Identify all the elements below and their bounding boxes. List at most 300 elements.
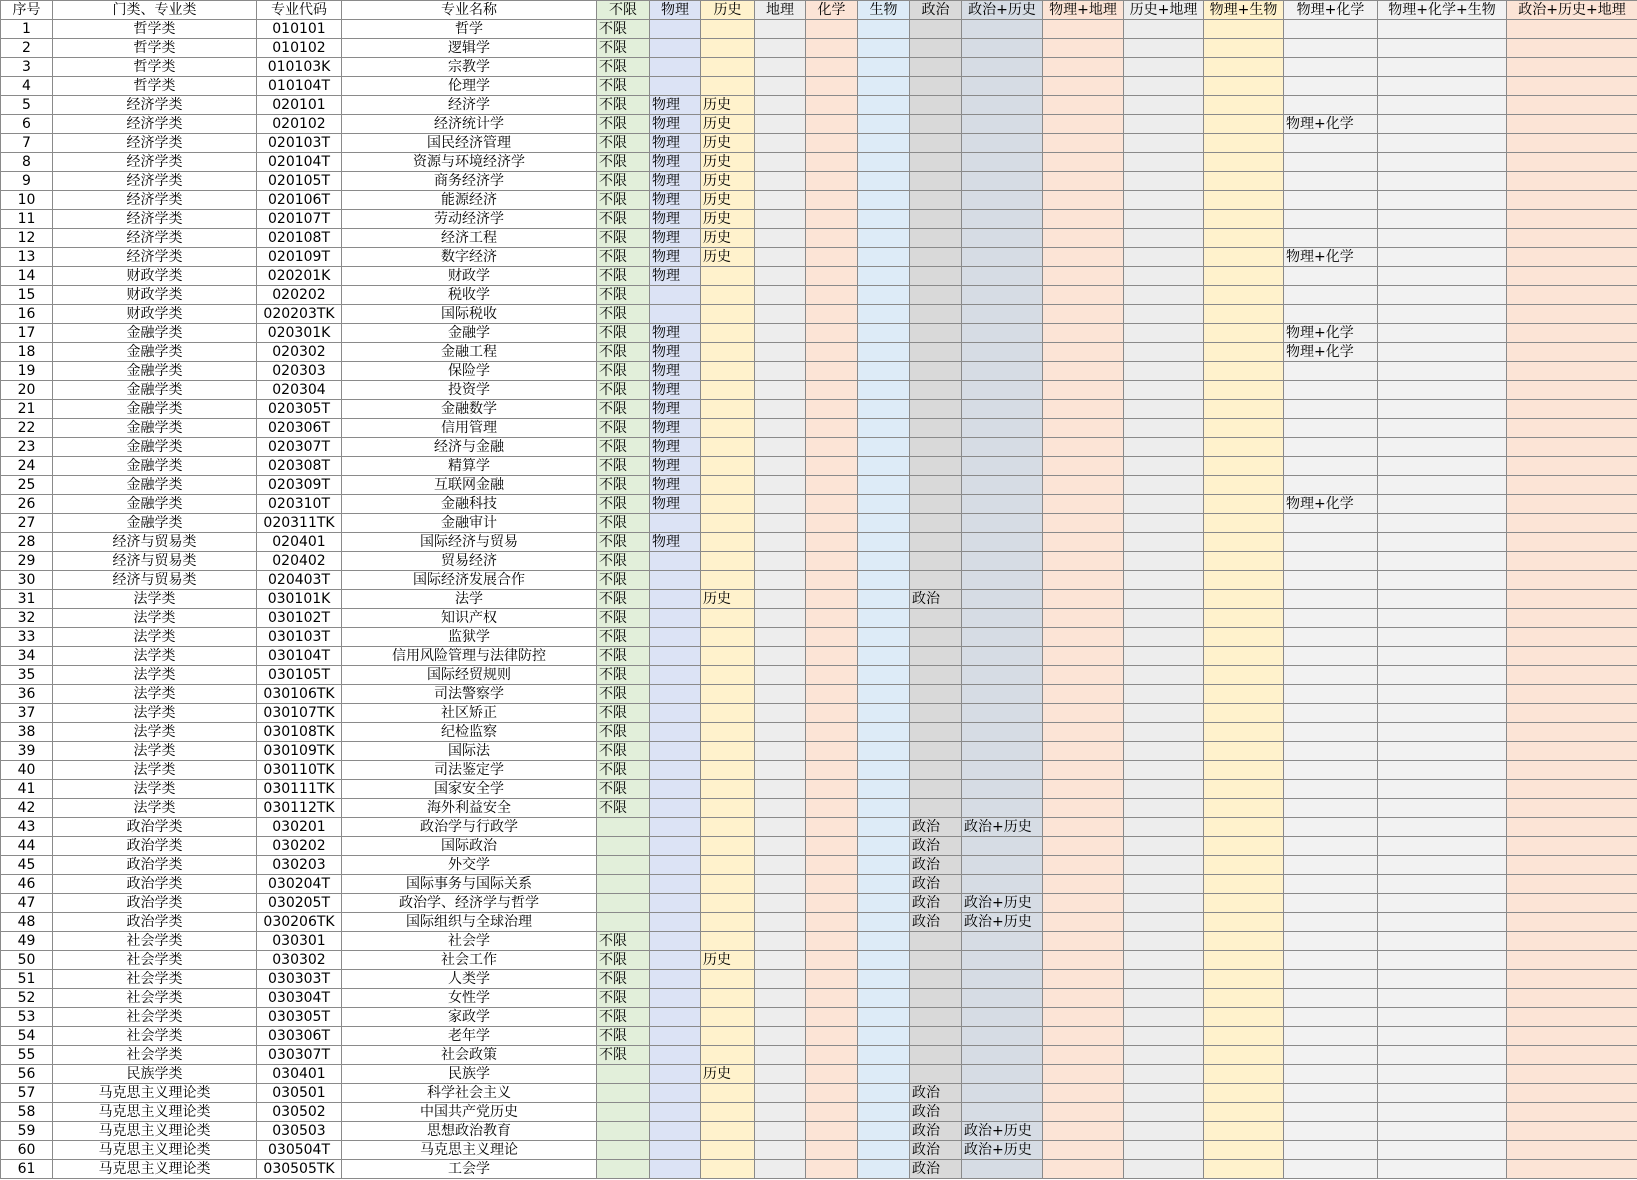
cell-col-physics-chemistry-biology[interactable]	[1378, 514, 1507, 533]
cell-col-history-geography[interactable]	[1124, 1065, 1204, 1084]
cell-col-physics-geography[interactable]	[1043, 400, 1124, 419]
cell-col-major[interactable]: 社会政策	[342, 1046, 597, 1065]
cell-col-category[interactable]: 社会学类	[53, 1046, 257, 1065]
cell-col-politics-history[interactable]	[962, 1046, 1043, 1065]
cell-col-history-geography[interactable]	[1124, 305, 1204, 324]
cell-col-unlimited[interactable]: 不限	[597, 191, 650, 210]
cell-col-code[interactable]: 030111TK	[257, 780, 342, 799]
cell-col-physics-chemistry-biology[interactable]	[1378, 77, 1507, 96]
cell-col-politics[interactable]	[910, 571, 962, 590]
cell-col-physics[interactable]: 物理	[650, 438, 701, 457]
cell-col-index[interactable]: 51	[1, 970, 53, 989]
cell-col-physics-chemistry-biology[interactable]	[1378, 951, 1507, 970]
cell-col-unlimited[interactable]: 不限	[597, 989, 650, 1008]
cell-col-category[interactable]: 经济学类	[53, 153, 257, 172]
cell-col-major[interactable]: 科学社会主义	[342, 1084, 597, 1103]
cell-col-physics-chemistry-biology[interactable]	[1378, 39, 1507, 58]
cell-col-politics-history[interactable]	[962, 780, 1043, 799]
cell-col-physics[interactable]	[650, 514, 701, 533]
cell-col-code[interactable]: 030103T	[257, 628, 342, 647]
cell-col-physics-chemistry[interactable]: 物理+化学	[1284, 495, 1378, 514]
cell-col-politics[interactable]	[910, 58, 962, 77]
cell-col-major[interactable]: 国民经济管理	[342, 134, 597, 153]
cell-col-history-geography[interactable]	[1124, 77, 1204, 96]
cell-col-major[interactable]: 金融数学	[342, 400, 597, 419]
cell-col-category[interactable]: 马克思主义理论类	[53, 1141, 257, 1160]
cell-col-politics[interactable]	[910, 761, 962, 780]
cell-col-biology[interactable]	[858, 1046, 910, 1065]
cell-col-politics-history-geography[interactable]	[1507, 571, 1637, 590]
cell-col-history-geography[interactable]	[1124, 343, 1204, 362]
cell-col-physics-geography[interactable]	[1043, 191, 1124, 210]
cell-col-physics[interactable]	[650, 723, 701, 742]
cell-col-biology[interactable]	[858, 1141, 910, 1160]
cell-col-physics-biology[interactable]	[1204, 951, 1284, 970]
cell-col-physics-geography[interactable]	[1043, 723, 1124, 742]
cell-col-unlimited[interactable]: 不限	[597, 647, 650, 666]
cell-col-physics-chemistry[interactable]	[1284, 229, 1378, 248]
cell-col-politics-history-geography[interactable]	[1507, 343, 1637, 362]
cell-col-unlimited[interactable]	[597, 856, 650, 875]
cell-col-physics-chemistry-biology[interactable]	[1378, 96, 1507, 115]
cell-col-physics-chemistry[interactable]	[1284, 571, 1378, 590]
cell-col-physics-chemistry-biology[interactable]	[1378, 305, 1507, 324]
cell-col-index[interactable]: 24	[1, 457, 53, 476]
cell-col-politics-history[interactable]	[962, 115, 1043, 134]
cell-col-politics-history-geography[interactable]	[1507, 970, 1637, 989]
cell-col-category[interactable]: 马克思主义理论类	[53, 1103, 257, 1122]
cell-col-geography[interactable]	[755, 761, 806, 780]
cell-col-politics-history[interactable]	[962, 172, 1043, 191]
cell-col-politics[interactable]	[910, 96, 962, 115]
cell-col-physics-geography[interactable]	[1043, 514, 1124, 533]
cell-col-politics-history[interactable]	[962, 685, 1043, 704]
cell-col-politics-history[interactable]	[962, 1065, 1043, 1084]
cell-col-history[interactable]	[701, 1008, 755, 1027]
cell-col-politics-history[interactable]	[962, 495, 1043, 514]
cell-col-category[interactable]: 民族学类	[53, 1065, 257, 1084]
cell-col-physics-chemistry[interactable]	[1284, 1122, 1378, 1141]
cell-col-index[interactable]: 9	[1, 172, 53, 191]
cell-col-physics[interactable]	[650, 856, 701, 875]
cell-col-category[interactable]: 政治学类	[53, 818, 257, 837]
cell-col-history[interactable]: 历史	[701, 1065, 755, 1084]
cell-col-major[interactable]: 金融审计	[342, 514, 597, 533]
cell-col-chemistry[interactable]	[806, 628, 858, 647]
cell-col-physics-chemistry[interactable]	[1284, 191, 1378, 210]
cell-col-physics[interactable]	[650, 761, 701, 780]
cell-col-chemistry[interactable]	[806, 913, 858, 932]
cell-col-physics[interactable]: 物理	[650, 324, 701, 343]
cell-col-history[interactable]	[701, 818, 755, 837]
cell-col-chemistry[interactable]	[806, 20, 858, 39]
cell-col-geography[interactable]	[755, 723, 806, 742]
cell-col-politics-history[interactable]	[962, 324, 1043, 343]
cell-col-politics-history-geography[interactable]	[1507, 267, 1637, 286]
cell-col-politics-history[interactable]: 政治+历史	[962, 913, 1043, 932]
cell-col-physics-biology[interactable]	[1204, 856, 1284, 875]
cell-col-physics[interactable]: 物理	[650, 153, 701, 172]
cell-col-biology[interactable]	[858, 77, 910, 96]
cell-col-history[interactable]	[701, 343, 755, 362]
cell-col-history-geography[interactable]	[1124, 115, 1204, 134]
cell-col-politics-history[interactable]: 政治+历史	[962, 1141, 1043, 1160]
cell-col-history[interactable]	[701, 457, 755, 476]
cell-col-code[interactable]: 020202	[257, 286, 342, 305]
cell-col-history-geography[interactable]	[1124, 913, 1204, 932]
cell-col-politics[interactable]	[910, 343, 962, 362]
cell-col-physics-biology[interactable]	[1204, 286, 1284, 305]
cell-col-physics-chemistry[interactable]	[1284, 58, 1378, 77]
cell-col-physics-biology[interactable]	[1204, 704, 1284, 723]
cell-col-physics[interactable]	[650, 286, 701, 305]
cell-col-unlimited[interactable]: 不限	[597, 970, 650, 989]
cell-col-politics-history[interactable]	[962, 153, 1043, 172]
cell-col-major[interactable]: 国际法	[342, 742, 597, 761]
cell-col-politics-history-geography[interactable]	[1507, 20, 1637, 39]
cell-col-geography[interactable]	[755, 115, 806, 134]
cell-col-physics[interactable]	[650, 609, 701, 628]
cell-col-geography[interactable]	[755, 343, 806, 362]
cell-col-history-geography[interactable]	[1124, 1122, 1204, 1141]
cell-col-physics-chemistry-biology[interactable]	[1378, 723, 1507, 742]
cell-col-politics-history[interactable]	[962, 438, 1043, 457]
cell-col-politics[interactable]	[910, 419, 962, 438]
cell-col-code[interactable]: 020101	[257, 96, 342, 115]
cell-col-category[interactable]: 社会学类	[53, 932, 257, 951]
cell-col-category[interactable]: 经济学类	[53, 172, 257, 191]
cell-col-physics-geography[interactable]	[1043, 77, 1124, 96]
cell-col-major[interactable]: 政治学、经济学与哲学	[342, 894, 597, 913]
cell-col-physics-biology[interactable]	[1204, 894, 1284, 913]
cell-col-history[interactable]	[701, 647, 755, 666]
cell-col-history[interactable]	[701, 362, 755, 381]
cell-col-politics[interactable]	[910, 362, 962, 381]
cell-col-politics[interactable]: 政治	[910, 818, 962, 837]
cell-col-politics-history[interactable]	[962, 191, 1043, 210]
cell-col-physics[interactable]: 物理	[650, 362, 701, 381]
cell-col-index[interactable]: 29	[1, 552, 53, 571]
cell-col-physics[interactable]: 物理	[650, 533, 701, 552]
cell-col-politics[interactable]: 政治	[910, 837, 962, 856]
cell-col-category[interactable]: 马克思主义理论类	[53, 1122, 257, 1141]
cell-col-history-geography[interactable]	[1124, 571, 1204, 590]
cell-col-history-geography[interactable]	[1124, 514, 1204, 533]
cell-col-politics-history-geography[interactable]	[1507, 989, 1637, 1008]
cell-col-biology[interactable]	[858, 305, 910, 324]
cell-col-physics-biology[interactable]	[1204, 685, 1284, 704]
cell-col-politics[interactable]	[910, 191, 962, 210]
cell-col-physics-chemistry-biology[interactable]	[1378, 894, 1507, 913]
cell-col-chemistry[interactable]	[806, 1160, 858, 1179]
cell-col-unlimited[interactable]: 不限	[597, 286, 650, 305]
cell-col-politics[interactable]	[910, 704, 962, 723]
cell-col-physics-chemistry[interactable]	[1284, 761, 1378, 780]
cell-col-physics[interactable]	[650, 647, 701, 666]
cell-col-chemistry[interactable]	[806, 647, 858, 666]
cell-col-politics-history-geography[interactable]	[1507, 476, 1637, 495]
cell-col-history-geography[interactable]	[1124, 58, 1204, 77]
cell-col-politics-history-geography[interactable]	[1507, 951, 1637, 970]
cell-col-unlimited[interactable]: 不限	[597, 742, 650, 761]
cell-col-physics-biology[interactable]	[1204, 39, 1284, 58]
cell-col-physics-geography[interactable]	[1043, 1027, 1124, 1046]
cell-col-biology[interactable]	[858, 324, 910, 343]
cell-col-chemistry[interactable]	[806, 1122, 858, 1141]
cell-col-politics-history[interactable]	[962, 514, 1043, 533]
cell-col-code[interactable]: 020401	[257, 533, 342, 552]
cell-col-physics-geography[interactable]	[1043, 1103, 1124, 1122]
cell-col-category[interactable]: 法学类	[53, 742, 257, 761]
cell-col-unlimited[interactable]: 不限	[597, 210, 650, 229]
cell-col-unlimited[interactable]: 不限	[597, 723, 650, 742]
cell-col-history-geography[interactable]	[1124, 628, 1204, 647]
cell-col-index[interactable]: 7	[1, 134, 53, 153]
cell-col-politics[interactable]	[910, 305, 962, 324]
cell-col-history[interactable]	[701, 1103, 755, 1122]
cell-col-index[interactable]: 56	[1, 1065, 53, 1084]
cell-col-politics[interactable]	[910, 20, 962, 39]
cell-col-category[interactable]: 金融学类	[53, 476, 257, 495]
cell-col-code[interactable]: 030202	[257, 837, 342, 856]
cell-col-major[interactable]: 外交学	[342, 856, 597, 875]
cell-col-physics-biology[interactable]	[1204, 153, 1284, 172]
cell-col-code[interactable]: 020307T	[257, 438, 342, 457]
cell-col-biology[interactable]	[858, 248, 910, 267]
cell-col-physics-chemistry-biology[interactable]	[1378, 457, 1507, 476]
cell-col-category[interactable]: 金融学类	[53, 419, 257, 438]
cell-col-major[interactable]: 伦理学	[342, 77, 597, 96]
cell-col-physics-chemistry[interactable]	[1284, 723, 1378, 742]
cell-col-physics-chemistry-biology[interactable]	[1378, 1008, 1507, 1027]
cell-col-physics-biology[interactable]	[1204, 115, 1284, 134]
cell-col-biology[interactable]	[858, 1084, 910, 1103]
cell-col-physics-chemistry[interactable]	[1284, 647, 1378, 666]
cell-col-physics-geography[interactable]	[1043, 229, 1124, 248]
cell-col-code[interactable]: 010103K	[257, 58, 342, 77]
cell-col-history[interactable]	[701, 1046, 755, 1065]
cell-col-major[interactable]: 哲学	[342, 20, 597, 39]
cell-col-history-geography[interactable]	[1124, 229, 1204, 248]
cell-col-code[interactable]: 030302	[257, 951, 342, 970]
cell-col-unlimited[interactable]: 不限	[597, 172, 650, 191]
cell-col-physics[interactable]	[650, 913, 701, 932]
cell-col-physics-chemistry[interactable]	[1284, 362, 1378, 381]
cell-col-major[interactable]: 信用风险管理与法律防控	[342, 647, 597, 666]
cell-col-biology[interactable]	[858, 1027, 910, 1046]
cell-col-geography[interactable]	[755, 1160, 806, 1179]
cell-col-unlimited[interactable]	[597, 1103, 650, 1122]
cell-col-code[interactable]: 020308T	[257, 457, 342, 476]
cell-col-physics-biology[interactable]	[1204, 229, 1284, 248]
cell-col-physics-chemistry-biology[interactable]	[1378, 20, 1507, 39]
cell-col-unlimited[interactable]: 不限	[597, 799, 650, 818]
cell-col-history[interactable]	[701, 1160, 755, 1179]
cell-col-geography[interactable]	[755, 875, 806, 894]
cell-col-physics-biology[interactable]	[1204, 780, 1284, 799]
cell-col-politics[interactable]	[910, 742, 962, 761]
cell-col-category[interactable]: 金融学类	[53, 343, 257, 362]
cell-col-category[interactable]: 法学类	[53, 590, 257, 609]
cell-col-physics-chemistry[interactable]	[1284, 628, 1378, 647]
cell-col-code[interactable]: 020309T	[257, 476, 342, 495]
cell-col-politics-history[interactable]: 政治+历史	[962, 1122, 1043, 1141]
cell-col-physics-geography[interactable]	[1043, 856, 1124, 875]
cell-col-physics-geography[interactable]	[1043, 419, 1124, 438]
cell-col-category[interactable]: 政治学类	[53, 913, 257, 932]
cell-col-physics[interactable]	[650, 875, 701, 894]
cell-col-physics-chemistry-biology[interactable]	[1378, 704, 1507, 723]
cell-col-physics-biology[interactable]	[1204, 1008, 1284, 1027]
cell-col-geography[interactable]	[755, 1141, 806, 1160]
cell-col-physics[interactable]: 物理	[650, 419, 701, 438]
cell-col-unlimited[interactable]: 不限	[597, 780, 650, 799]
cell-col-physics-geography[interactable]	[1043, 1084, 1124, 1103]
cell-col-category[interactable]: 金融学类	[53, 495, 257, 514]
cell-col-index[interactable]: 60	[1, 1141, 53, 1160]
cell-col-politics[interactable]	[910, 1046, 962, 1065]
cell-col-history[interactable]	[701, 799, 755, 818]
cell-col-politics-history-geography[interactable]	[1507, 1065, 1637, 1084]
cell-col-physics-chemistry[interactable]	[1284, 818, 1378, 837]
cell-col-physics-biology[interactable]	[1204, 58, 1284, 77]
cell-col-chemistry[interactable]	[806, 533, 858, 552]
cell-col-index[interactable]: 37	[1, 704, 53, 723]
cell-col-physics-chemistry-biology[interactable]	[1378, 1103, 1507, 1122]
cell-col-history-geography[interactable]	[1124, 476, 1204, 495]
cell-col-physics-biology[interactable]	[1204, 913, 1284, 932]
cell-col-geography[interactable]	[755, 495, 806, 514]
cell-col-chemistry[interactable]	[806, 115, 858, 134]
cell-col-physics-geography[interactable]	[1043, 742, 1124, 761]
cell-col-chemistry[interactable]	[806, 780, 858, 799]
cell-col-biology[interactable]	[858, 1008, 910, 1027]
cell-col-code[interactable]: 030201	[257, 818, 342, 837]
cell-col-politics-history-geography[interactable]	[1507, 58, 1637, 77]
cell-col-index[interactable]: 18	[1, 343, 53, 362]
cell-col-physics-geography[interactable]	[1043, 1065, 1124, 1084]
cell-col-category[interactable]: 法学类	[53, 704, 257, 723]
cell-col-geography[interactable]	[755, 191, 806, 210]
cell-col-geography[interactable]	[755, 58, 806, 77]
cell-col-politics-history[interactable]	[962, 1084, 1043, 1103]
cell-col-physics-biology[interactable]	[1204, 191, 1284, 210]
cell-col-chemistry[interactable]	[806, 153, 858, 172]
cell-col-biology[interactable]	[858, 153, 910, 172]
cell-col-physics[interactable]	[650, 989, 701, 1008]
cell-col-physics-geography[interactable]	[1043, 685, 1124, 704]
cell-col-physics[interactable]	[650, 58, 701, 77]
cell-col-physics-chemistry-biology[interactable]	[1378, 742, 1507, 761]
cell-col-physics[interactable]	[650, 894, 701, 913]
cell-col-index[interactable]: 41	[1, 780, 53, 799]
cell-col-politics-history[interactable]	[962, 362, 1043, 381]
cell-col-code[interactable]: 030401	[257, 1065, 342, 1084]
cell-col-index[interactable]: 31	[1, 590, 53, 609]
cell-col-biology[interactable]	[858, 400, 910, 419]
cell-col-geography[interactable]	[755, 457, 806, 476]
cell-col-unlimited[interactable]	[597, 837, 650, 856]
cell-col-unlimited[interactable]	[597, 1141, 650, 1160]
cell-col-index[interactable]: 34	[1, 647, 53, 666]
cell-col-biology[interactable]	[858, 647, 910, 666]
cell-col-index[interactable]: 13	[1, 248, 53, 267]
cell-col-physics-chemistry[interactable]	[1284, 1046, 1378, 1065]
cell-col-history[interactable]	[701, 856, 755, 875]
cell-col-history[interactable]: 历史	[701, 229, 755, 248]
cell-col-biology[interactable]	[858, 818, 910, 837]
cell-col-physics-geography[interactable]	[1043, 628, 1124, 647]
cell-col-physics-chemistry-biology[interactable]	[1378, 571, 1507, 590]
cell-col-code[interactable]: 020104T	[257, 153, 342, 172]
cell-col-physics-geography[interactable]	[1043, 362, 1124, 381]
cell-col-physics-biology[interactable]	[1204, 970, 1284, 989]
cell-col-physics-chemistry[interactable]	[1284, 438, 1378, 457]
cell-col-history-geography[interactable]	[1124, 1008, 1204, 1027]
cell-col-history[interactable]	[701, 742, 755, 761]
cell-col-geography[interactable]	[755, 533, 806, 552]
cell-col-index[interactable]: 48	[1, 913, 53, 932]
cell-col-code[interactable]: 030301	[257, 932, 342, 951]
cell-col-politics-history[interactable]	[962, 875, 1043, 894]
cell-col-history[interactable]	[701, 875, 755, 894]
cell-col-physics-chemistry[interactable]	[1284, 1103, 1378, 1122]
cell-col-code[interactable]: 030105T	[257, 666, 342, 685]
cell-col-chemistry[interactable]	[806, 210, 858, 229]
cell-col-biology[interactable]	[858, 761, 910, 780]
cell-col-physics[interactable]	[650, 77, 701, 96]
cell-col-biology[interactable]	[858, 913, 910, 932]
cell-col-history-geography[interactable]	[1124, 742, 1204, 761]
cell-col-code[interactable]: 020304	[257, 381, 342, 400]
cell-col-geography[interactable]	[755, 476, 806, 495]
cell-col-politics-history-geography[interactable]	[1507, 495, 1637, 514]
cell-col-code[interactable]: 020107T	[257, 210, 342, 229]
cell-col-history-geography[interactable]	[1124, 20, 1204, 39]
cell-col-history-geography[interactable]	[1124, 666, 1204, 685]
cell-col-physics-biology[interactable]	[1204, 400, 1284, 419]
cell-col-index[interactable]: 10	[1, 191, 53, 210]
cell-col-geography[interactable]	[755, 799, 806, 818]
cell-col-code[interactable]: 020403T	[257, 571, 342, 590]
cell-col-physics-biology[interactable]	[1204, 96, 1284, 115]
cell-col-physics-chemistry-biology[interactable]	[1378, 628, 1507, 647]
cell-col-chemistry[interactable]	[806, 856, 858, 875]
cell-col-category[interactable]: 财政学类	[53, 305, 257, 324]
cell-col-history[interactable]	[701, 1122, 755, 1141]
cell-col-politics-history-geography[interactable]	[1507, 628, 1637, 647]
cell-col-index[interactable]: 3	[1, 58, 53, 77]
cell-col-index[interactable]: 47	[1, 894, 53, 913]
cell-col-major[interactable]: 老年学	[342, 1027, 597, 1046]
cell-col-index[interactable]: 20	[1, 381, 53, 400]
cell-col-physics-chemistry[interactable]	[1284, 533, 1378, 552]
cell-col-history[interactable]: 历史	[701, 172, 755, 191]
cell-col-politics[interactable]	[910, 210, 962, 229]
cell-col-geography[interactable]	[755, 134, 806, 153]
cell-col-unlimited[interactable]: 不限	[597, 305, 650, 324]
cell-col-physics-geography[interactable]	[1043, 457, 1124, 476]
cell-col-major[interactable]: 信用管理	[342, 419, 597, 438]
cell-col-biology[interactable]	[858, 970, 910, 989]
cell-col-physics-geography[interactable]	[1043, 1141, 1124, 1160]
cell-col-history[interactable]	[701, 761, 755, 780]
cell-col-history[interactable]: 历史	[701, 134, 755, 153]
cell-col-code[interactable]: 020201K	[257, 267, 342, 286]
cell-col-geography[interactable]	[755, 1027, 806, 1046]
cell-col-physics-biology[interactable]	[1204, 875, 1284, 894]
cell-col-physics[interactable]: 物理	[650, 400, 701, 419]
